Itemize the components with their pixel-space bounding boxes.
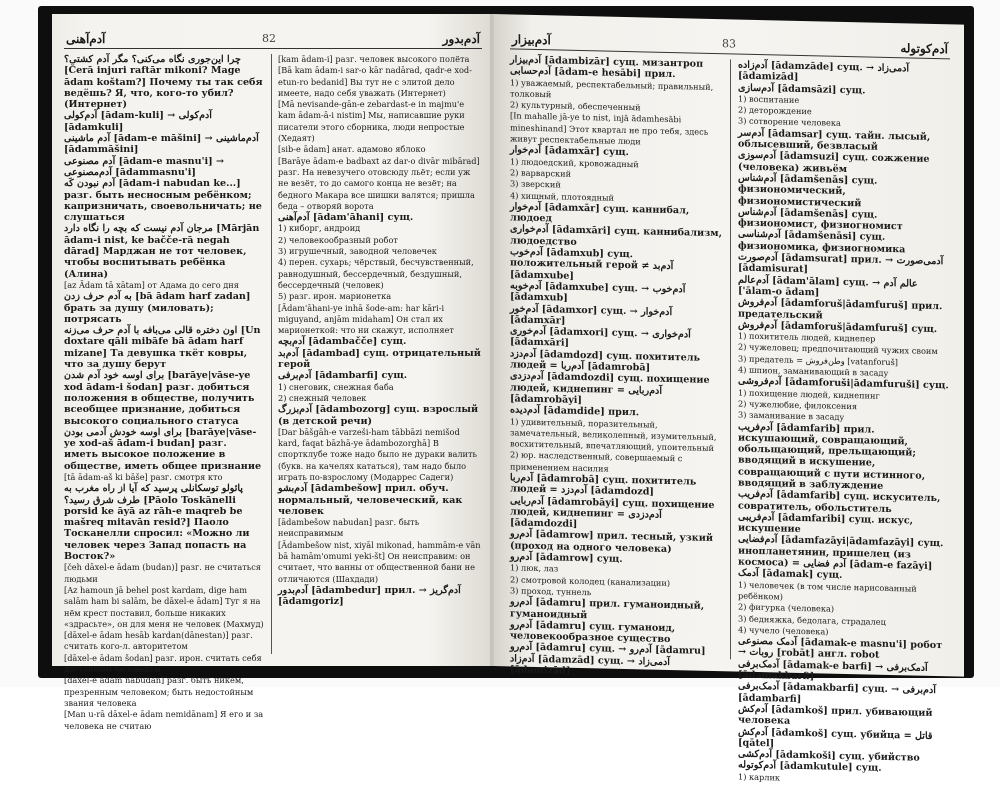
dictionary-entry: آدم‌ربایی [ādamrobāyi] сущ. похищение людей, киднепинг = آدم‌دزدی [ādamdozdi] [510,494,715,531]
left-running-head-left: آدم‌آهنی [66,32,106,46]
dictionary-entry: 3) сотворение человека [738,116,841,129]
dictionary-entry: آدم‌حسابی [ādam-e hesābi] прил. [510,65,676,81]
right-page-number: 83 [722,37,736,51]
dictionary-entry: [kam ādam-i] разг. человек высокого полёта [278,54,470,64]
dictionary-entry: 2) деторождение [738,104,812,117]
dictionary-entry: برای اوسه خود آدم شدن [barāye|vāse-ye xod ādam-i šodan] разг. добиться положения в обществе, получить всеобщее признание, добиться высокого социального статуса [64,370,255,427]
dictionary-entry: آدم‌ربا [ādamrobā] сущ. похититель людей = آدم‌دزد [ādamdozd] [510,472,697,498]
dictionary-entry: آدم‌زاده [ādamzāde] сущ. → آدمی‌زاد [ādamizād] [738,59,910,84]
dictionary-entry: آدم‌شناس [ādamšenās] сущ. физиономический, физиономистический [738,172,878,209]
dictionary-entry: آدم‌رو [ādamrow] прил. тесный, узкий (проход на одного человека) [510,528,713,555]
dictionary-entry: [dāxel-e ādam šodan] разг. ирон. считать себя достойным человеком [64,652,262,675]
dictionary-entry: اون دختره قالی می‌بافه با آدم حرف می‌زنه [Un doxtare qāli mibāfe bā ādam harf mizane] Та девушка ткёт ковры, что за душу берут [64,325,261,371]
dictionary-entry: برای اوسه خودش آدمی بودن [barāye|vāse-ye xod-aš ādam-i budan] разг. иметь высокое положение в обществе, иметь общее признание [64,426,262,472]
dictionary-entry: [Ādambešow nist, xiyāl mikonad, hammām-e vān bā hamām'omumi yeki-št] Он неисправим: он считает, что ванны от общественной бани не отличаются (Шахдади) [278,539,481,584]
dictionary-entry: 2) снежный человек [278,392,367,403]
dictionary-entry: [Bā kam ādam-i sar-o kār nadārad, qadr-e xod-etun-ro bedanid] Вы тут не с элитой дело имеете, надо себя уважать (Интернет) [278,65,472,98]
dictionary-entry: [dāxel-e ādam hesāb kardan(dānestan)] разг. считать кого-л. авторитетом [64,630,253,652]
dictionary-entry: 1) карлик [738,771,781,783]
dictionary-entry: آدم‌خوری [ādamxori] сущ. → آدم‌خواری [ādamxāri] [510,325,691,350]
dictionary-entry: آدم‌خوار [ādamxār] сущ. [510,144,629,159]
dictionary-entry: 1) удивительный, поразительный, замечательный, великолепный, изумительный, восхитительный, впечатляющий, упоительный [510,415,717,454]
dictionary-entry: آدم‌فروش [ādamforuš|ādamfuruš] прил. предательский [738,296,943,321]
dictionary-entry: 3) зверский [510,178,561,190]
dictionary-entry: آدم‌کولی [ādam-kuli] → آدم‌کولی [ādamkuli] [64,110,212,133]
dictionary-entry: 1) человечек (в том числе нарисованный ребёнком) [738,579,917,602]
dictionary-entry: [Dar bāšgāh-e varzeši-ham tābbāzi nemišod kard, faqat bāzhā-ye ādambozorghā] В спортклубе тоже надо было не дураки валить (букв. на качелях кататься), там надо было играть по-взрослому (Модаррес Садеги) [278,426,477,482]
dictionary-entry: آدم‌کش [ādamkoš] сущ. убийца = قاتل [qātel] [738,726,933,750]
dictionary-entry: آدم‌رو [ādamru] сущ. гуманоид, человекообразное существо [510,619,676,646]
dictionary-entry: [ādambešow nabudan] разг. быть неисправимым [278,517,420,539]
right-running-head-left: آدم‌بیزار [512,32,551,48]
dictionary-entry: 2) чужелюбие, филоксения [738,398,858,412]
dictionary-entry: آدم‌سر [ādamsar] сущ. тайн. лысый, облысевший, безвласый [738,127,931,153]
dictionary-entry: 1) людоедский, кровожадный [510,156,639,169]
dictionary-entry: آدم‌آهنی [ādam'āhani] сущ. [278,212,414,224]
dictionary-entry: آدم نبودن کَه [ādam-i nabudan ke...] разг. быть несносным ребёнком; капризничать, своевольничать; не слушаться [64,178,262,224]
dictionary-entry: آدمک [ādamak] сущ. [738,567,843,582]
dictionary-entry: 3) проход, туннель [510,585,592,598]
dictionary-entry: مرجان آدم نیست که بچه را نگاه دارد [Mārjān ādam-i nist, ke bačče-rā negah dārad] Марджан не тот человек, чтобы воспитывать ребёнка (Алина) [64,223,260,280]
dictionary-entry: آدم‌بیزار [ādambizār] сущ. мизантроп [510,54,704,70]
dictionary-entry: آدم‌خور [ādamxor] сущ. → آدم‌خوار [ādamxār] [510,302,673,327]
dictionary-entry: 2) культурный, обеспеченный [510,99,641,113]
dictionary-entry: 1) снеговик, снежная баба [278,381,394,392]
dictionary-entry: آدم‌فریبی [ādamfaribi] сущ. искус, искушение [738,511,914,536]
dictionary-entry: به آدم حرف زدن [bā ādam harf zadan] брать за душу (миловать); потрясать [64,291,251,325]
left-page [52,14,494,731]
dictionary-entry: [tā ādam-aš ki bāše] разг. смотря кто [64,471,223,482]
left-page-number: 82 [262,32,276,45]
dictionary-entry: 3) игрушечный, заводной человечек [278,246,437,257]
left-column-2 [278,54,482,608]
dictionary-entry: آدم‌سازی [ādamsāzi] сущ. [738,82,866,97]
header-rule [64,48,482,49]
dictionary-entry: 4) хищный, плотоядный [510,189,615,203]
right-column-2 [738,60,950,788]
dictionary-entry: 3) предатель = وطن‌فروش [vatanforuš] [738,353,898,367]
dictionary-entry: آدم‌زاد [ādamzād] сущ. → آدمی‌زاد [ādamizād] [510,653,670,677]
dictionary-entry: آدم‌خواری [ādamxāri] сущ. каннибализм, людоедство [510,223,722,248]
right-running-head-right: آدم‌کوتوله [900,41,948,57]
dictionary-entry: 5) разг. ирон. марионетка [278,291,392,302]
left-column-1 [64,54,264,732]
dictionary-entry: 2) фигурка (человека) [738,601,835,614]
dictionary-entry: آدم‌دزدی [ādamdozdi] сущ. похищение людей, киднепинг = آدم‌ربایی [ādamrobāyi] [510,370,710,406]
column-divider [730,59,731,659]
dictionary-entry: آدمک‌برفی [ādamak-e barfi] → آدمک‌برفی [ādamakbarfi] [738,658,928,683]
dictionary-entry: آدم‌فروش [ādamforuš|ādamfuruš] сущ. [738,319,938,335]
dictionary-entry: آدمک مصنوعی [ādamak-e masnu'i] робот → روبات [robāt] англ. robot [738,635,943,662]
dictionary-entry: 1) похищение людей, киднепинг [738,387,880,401]
dictionary-entry: آدم‌کش [ādamkoš] прил. убивающий человека [738,703,933,727]
dictionary-entry: 1) воспитание [738,93,800,105]
dictionary-entry: آدم‌بدور [ādambedur] прил. → آدم‌گریز [ādamgoriz] [278,584,461,608]
dictionary-entry: 2) варварский [510,167,572,179]
dictionary-entry: پائولو توسکانلی پرسید که آیا از راه مغرب به طرف شرق رسید؟ [Pāolo Toskānelli porsid ke āyā az rāh-e maqreb be mašreq mitavān resid?] Паоло Тосканелли спросил: «Можно ли человек через Запад попасть на Восток?» [64,483,250,563]
dictionary-entry: آدم ماشینی [ādam-e māšini] → آدم‌ماشینی [ādammāšini] [64,133,259,156]
dictionary-entry: آدم‌بشو [ādambešow] прил. обуч. нормальный, человеческий, как человек [278,483,463,517]
dictionary-entry: آدم‌برفی [ādambarfi] сущ. [278,370,408,382]
dictionary-entry: 2) смотровой колодец (канализации) [510,574,671,588]
dictionary-entry: 2) чужеловец; предпочитающий чужих своим [738,341,938,357]
dictionary-entry: [sib-e ādam] анат. адамово яблоко [278,144,426,155]
dictionary-entry: [Ādam'āhani-ye inhā šode-am: har kāri-i miguyand, anjām midaham] Он стал их марионеткой: что ни скажут, исполняет [278,302,454,336]
dictionary-entry: آدم‌رو [ādamrow] сущ. [510,551,623,565]
dictionary-entry: آدم‌بزرگ [ādambozorg] сущ. взрослый (в детской речи) [278,404,479,427]
dictionary-entry: آدم‌فریب [ādamfarib] сущ. искуситель, совратитель, обольститель [738,488,941,515]
dictionary-entry: [dāxel-e ādam nabudan] разг. быть никем, презренным человеком; быть недостойным звания человека [64,675,254,708]
dictionary-entry: چرا این‌جوری نگاه می‌کنی؟ مگر آدم کشتی؟ [Čerā injuri raftār mikoni? Mage ādam koštam?] Почему ты так себя ведёшь? Я, что, кого-то убил? (Интернет) [64,54,263,111]
dictionary-entry: آدم‌عالم [ādam'ālam] сущ. → عالم آدم ['ālam-o ādam] [738,274,918,299]
dictionary-entry: آدم‌شناس [ādamšenās] сущ. физиономист, физиогномист [738,206,903,233]
dictionary-entry: 2) человекообразный робот [278,234,398,245]
dictionary-entry: آدم مصنوعی [ādam-e masnu'i] → آدم‌مصنوعی [ādammasnu'i] [64,155,225,178]
dictionary-entry: آدم‌بد [ādambad] сущ. отрицательный герой [278,347,481,371]
left-running-head-right: آدم‌بدور [442,32,480,46]
dictionary-entry: آدم‌دزد [ādamdozd] сущ. похититель людей = آدم‌ربا [ādamrobā] [510,348,701,374]
dictionary-entry: [Mā nevisande-gān-e zebardast-e in majmu'e kam ādam-ā-i nistim] Мы, написавшие руки писатели этого сборника, люди непростые (Хедаят) [278,99,465,144]
dictionary-entry: آدم‌فروشی [ādamforuši|ādamfuruši] сущ. [738,375,949,392]
dictionary-entry: آدم‌فریب [ādamfarib] прил. искушающий, совращающий, обольщающий, прельщающий; вводящий в искушение, совращающий с пути истинного, вводящий в заблуждение [738,421,926,492]
dictionary-entry: آدم‌کشی [ādamkoši] сущ. убийство [738,748,920,764]
dictionary-entry: 1) киборг, андроид [278,223,361,234]
dictionary-entry: [Az hamoun jā behel post kardam, dige ham salām ham bi salām, be dāxel-e ādam] Туг я на нём крест поставил, больше никаких «здрасьте», он для меня не человек (Махмуд) [64,584,264,629]
right-column-1 [510,54,722,680]
dictionary-entry: 1) люк, лаз [510,562,559,574]
dictionary-entry: [čeh dāxel-e ādam (budan)] разг. не считаться людьми [64,562,261,584]
dictionary-entry: آدم‌رو [ādamru] прил. гуманоидный, гуманоидный [510,596,705,621]
dictionary-entry: 2) юр. наследственный, совершаемый с применением насилия [510,449,683,474]
dictionary-entry: 1) похититель людей, киднепер [738,330,876,344]
dictionary-entry: 4) шпион, заманивающий в засаду [738,364,889,378]
dictionary-entry: آدم‌دیده [ādamdide] прил. [510,404,640,419]
dictionary-entry: 4) перен. сухарь; чёрствый, бесчувственный, равнодушный, бессердечный, бездушный, бессердечный (человек) [278,257,474,290]
dictionary-entry: 4) чучело (человека) [738,624,829,637]
dictionary-entry: [Man u-rā dāxel-e ādam nemidānam] Я его и за человека не считаю [64,709,264,731]
column-divider [271,54,272,654]
dictionary-entry: آدم‌خوار [ādamxār] сущ. каннибал, людоед [510,201,690,225]
dictionary-entry: آدمک‌برفی [ādamakbarfi] сущ. → آدم‌برفی [ādambarfi] [738,680,936,705]
dictionary-entry: 3) бедняжка, бедолага, страдалец [738,613,886,627]
dictionary-entry: آدم‌خوبه [ādamxube] сущ. → آدم‌خوب [ādamxub] [510,280,686,304]
dictionary-entry: [In mahalle jā-ye to nist, injā ādamhesābi mineshinand] Этот квартал не про тебя, здесь живут респектабельные люди [510,110,709,147]
dictionary-entry: 1) уважаемый, респектабельный; правильный, толковый [510,76,714,100]
dictionary-entry: آدم‌رو [ādamru] сущ. → آدم‌رو [ādamru] [510,641,706,658]
dictionary-entry: آدم‌صورت [ādamsurat] прил. → آدمی‌صورت [ādamisurat] [738,251,944,276]
dictionary-entry: آدم‌سوزی [ādamsuzi] сущ. сожжение (человека) живьём [738,149,930,175]
dictionary-entry: 3) заманивание в засаду [738,409,845,423]
right-page [494,14,964,783]
dictionary-entry: آدم‌کوتوله [ādamkutule] сущ. [738,759,882,775]
dictionary-entry: [Barāye ādam-e badbaxt az dar-o divār mibārad] разг. На невезучего отовсюду льёт; если уж не везёт, то до самого конца не везёт; на бедного Макара все шишки валятся; пришла беда – отворяй ворота [278,155,480,211]
dictionary-entry: [az Ādam tā xātam] от Адама до сего дня [64,279,239,290]
dictionary-entry: آدم‌شناسی [ādamšenāsi] сущ. физиономика, физиогномика [738,228,906,256]
dictionary-entry: آدم‌بچه [ādambačče] сущ. [278,336,407,348]
dictionary-entry: آدم‌خوب [ādamxub] сущ. положительный герой ≠ آدم‌بد [ādamxube] [510,246,674,282]
dictionary-entry: آدم‌فضایی [ādamfazāyi|ādamfazāyi] сущ. инопланетянин, пришелец (из космоса) = آدم فضایی [ādam-e fazāyi] [738,534,944,573]
